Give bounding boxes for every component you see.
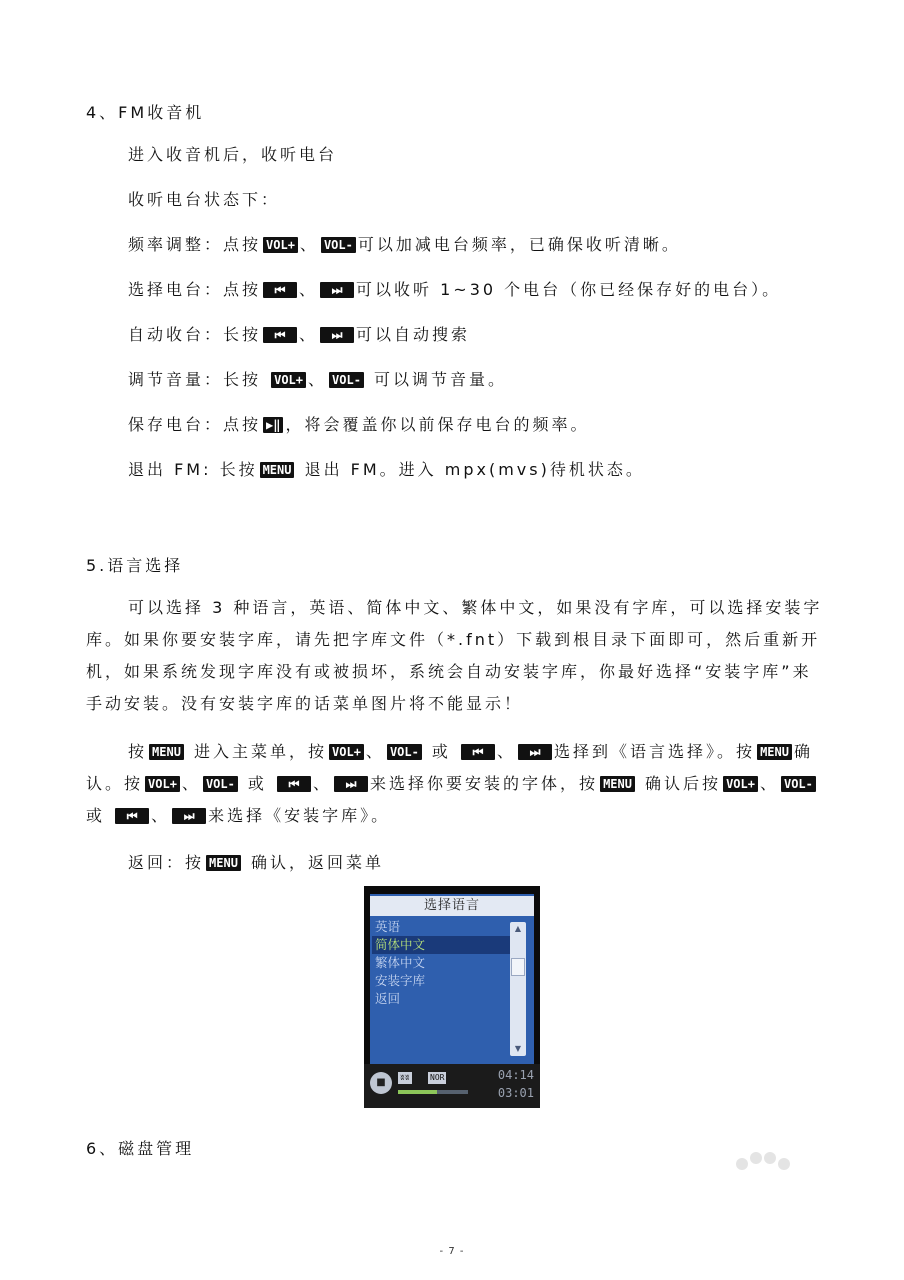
text: 或 [423, 742, 460, 761]
text: ，将会覆盖你以前保存电台的频率。 [285, 415, 590, 434]
vol-minus-key-icon: VOL- [329, 372, 364, 388]
prev-key-icon: ⏮ [263, 282, 297, 298]
text: 退出 FM。进入 mpx(mvs)待机状态。 [296, 460, 645, 479]
language-paragraph-1 [86, 592, 826, 720]
text: 退出 FM: 长按 [128, 460, 258, 479]
fm-line-exit [128, 459, 645, 481]
text: 、 [308, 370, 328, 389]
prev-key-icon: ⏮ [461, 744, 495, 760]
fm-line-2: 收听电台状态下： [128, 190, 281, 209]
text: 进入主菜单，按 [185, 742, 328, 761]
text: 、 [299, 325, 319, 344]
language-paragraph-2 [86, 736, 826, 832]
text: 自动收台：长按 [128, 325, 262, 344]
total-time: 03:01 [497, 1086, 534, 1100]
fm-line-save [128, 414, 589, 436]
device-screenshot [364, 886, 540, 1108]
text: 确认。按 [86, 742, 813, 793]
text: 或 [86, 806, 114, 825]
text: 按 [128, 742, 148, 761]
device-menu-title: 选择语言 [370, 896, 534, 916]
text: 确认后按 [636, 774, 722, 793]
fm-line-select-station [128, 279, 781, 301]
stop-icon: ■ [370, 1072, 392, 1094]
scroll-thumb [511, 958, 525, 976]
vol-plus-key-icon: VOL+ [145, 776, 180, 792]
fm-line-frequency [128, 234, 681, 256]
next-key-icon: ⏭ [320, 327, 354, 343]
elapsed-time: 04:14 [497, 1068, 534, 1082]
fm-line-auto-scan [128, 324, 470, 346]
text: 频率调整：点按 [128, 235, 262, 254]
device-menu-item: 繁体中文 [375, 955, 426, 970]
prev-key-icon: ⏮ [277, 776, 311, 792]
text: 调节音量：长按 [128, 370, 270, 389]
progress-bar [398, 1090, 468, 1094]
device-menu-item: 简体中文 [372, 936, 512, 954]
mode-badge: NOR [430, 1073, 445, 1082]
scroll-down-icon: ▼ [514, 1044, 522, 1053]
text: 返回：按 [128, 853, 205, 872]
section-4-title: 4、FM收音机 [86, 103, 205, 122]
text: 、 [497, 742, 517, 761]
text: 可以收听 1~30 个电台（你已经保存好的电台）。 [356, 280, 782, 299]
next-key-icon: ⏭ [334, 776, 368, 792]
text: 选择电台：点按 [128, 280, 262, 299]
vol-minus-key-icon: VOL- [781, 776, 816, 792]
vol-plus-key-icon: VOL+ [271, 372, 306, 388]
menu-key-icon: MENU [757, 744, 792, 760]
vol-minus-key-icon: VOL- [321, 237, 356, 253]
page-number: - 7 - [439, 1246, 465, 1257]
vol-minus-key-icon: VOL- [387, 744, 422, 760]
eq-badge: ʬʬ [400, 1073, 410, 1082]
menu-key-icon: MENU [260, 462, 295, 478]
baidu-watermark-logo [650, 1150, 880, 1250]
text: 保存电台：点按 [128, 415, 262, 434]
text: 、 [151, 806, 171, 825]
section-6-title: 6、磁盘管理 [86, 1139, 195, 1158]
language-return-line [128, 852, 384, 874]
device-scrollbar [510, 922, 526, 1056]
text: 、 [299, 235, 319, 254]
device-status-bar [364, 1064, 540, 1108]
section-5-title: 5.语言选择 [86, 556, 184, 575]
text: 可以选择 3 种语言，英语、简体中文、繁体中文，如果没有字库，可以选择安装字库。如果你要安装字库，请先把字库文件（*.fnt）下载到根目录下面即可，然后重新开机，如果系统发现字库没有或被损坏，系统会自动安装字库，你最好选择“安装字库”来手动安装。没有安装字库的话菜单图片将不能显示！ [86, 598, 823, 713]
device-menu-item: 英语 [375, 919, 401, 934]
paw-icon [730, 1150, 800, 1180]
fm-line-1: 进入收音机后，收听电台 [128, 145, 338, 164]
prev-key-icon: ⏮ [115, 808, 149, 824]
text: 、 [299, 280, 319, 299]
text: 或 [239, 774, 276, 793]
progress-fill [398, 1090, 437, 1094]
text: 来选择你要安装的字体，按 [370, 774, 599, 793]
device-menu-list [372, 918, 512, 1008]
vol-minus-key-icon: VOL- [203, 776, 238, 792]
menu-key-icon: MENU [600, 776, 635, 792]
text: 可以自动搜索 [356, 325, 471, 344]
text: 可以调节音量。 [365, 370, 508, 389]
next-key-icon: ⏭ [518, 744, 552, 760]
text: 可以加减电台频率，已确保收听清晰。 [357, 235, 681, 254]
text: 、 [759, 774, 779, 793]
menu-key-icon: MENU [206, 855, 241, 871]
menu-key-icon: MENU [149, 744, 184, 760]
prev-key-icon: ⏮ [263, 327, 297, 343]
text: 选择到《语言选择》。按 [554, 742, 756, 761]
vol-plus-key-icon: VOL+ [723, 776, 758, 792]
device-menu-item: 安装字库 [375, 973, 426, 988]
next-key-icon: ⏭ [172, 808, 206, 824]
device-menu-item: 返回 [375, 991, 401, 1006]
text: 、 [181, 774, 201, 793]
scroll-up-icon: ▲ [514, 924, 522, 933]
text: 、 [365, 742, 385, 761]
vol-plus-key-icon: VOL+ [329, 744, 364, 760]
fm-line-volume [128, 369, 507, 391]
text: 、 [313, 774, 333, 793]
play-pause-key-icon: ▶‖ [263, 417, 283, 433]
next-key-icon: ⏭ [320, 282, 354, 298]
vol-plus-key-icon: VOL+ [263, 237, 298, 253]
text: 确认，返回菜单 [242, 853, 385, 872]
text: 来选择《安装字库》。 [208, 806, 391, 825]
